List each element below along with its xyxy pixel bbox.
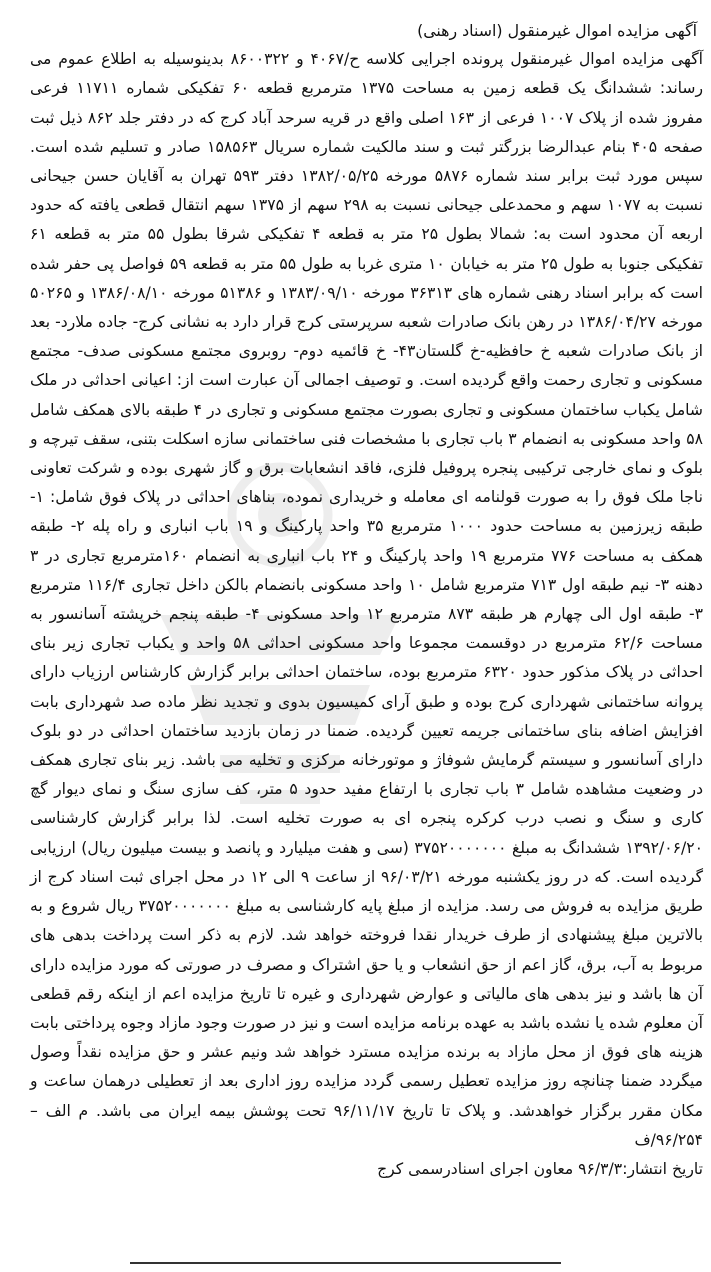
notice-title: آگهی مزایده اموال غیرمنقول (اسناد رهنی) xyxy=(417,21,697,40)
notice-body: آگهی مزایده اموال غیرمنقول پرونده اجرایی کلاسه ح/۴۰۶۷ و ۸۶۰۰۳۲۲ بدینوسیله به اطلاع عموم می رساند: ششدانگ یک قطعه زمین به مساحت ۱۳۷۵ مترمربع قطعه ۶۰ تفکیکی شماره ۱۱۷۱۱ فرعی مفروز شده از پلاک ۱۰۰۷ فرعی از ۱۶۳ اصلی واقع در قریه سرحد آباد کرج که در دفتر جلد ۸۶۲ ذیل ثبت صفحه ۴۰۵ بنام عبدالرضا بزرگتر ثبت و سند مالکیت شماره سریال ۱۵۸۵۶۳ صادر و تسلیم شده است. سپس مورد ثبت برابر سند شماره ۵۸۷۶ مورخه ۱۳۸۲/۰۵/۲۵ دفتر ۵۹۳ تهران به آقایان حسن جیحانی نسبت به ۱۰۷۷ سهم و محمدعلی جیحانی نسبت به ۲۹۸ سهم از ۱۳۷۵ سهم انتقال قطعی یافته که حدود اربعه آن محدود است به: شمالا بطول ۲۵ متر به قطعه ۴ تفکیکی شرقا بطول ۵۵ متر به قطعه ۶۱ تفکیکی جنوبا به طول ۲۵ متر به خیابان ۱۰ متری غربا به طول ۵۵ متر به قطعه ۵۹ فواصل پی حفر شده است که برابر اسناد رهنی شماره های ۳۶۳۱۳ مورخه ۱۳۸۳/۰۹/۱۰ و ۵۱۳۸۶ مورخه ۱۳۸۶/۰۸/۱۰ و ۵۰۲۶۵ مورخه ۱۳۸۶/۰۴/۲۷ در رهن بانک صادرات شعبه سرپرستی کرج قرار دارد به نشانی کرج- جاده ملارد- بعد از بانک صادرات شعبه خ حافظیه-خ گلستان۴۳- خ قائمیه دوم- روبروی مجتمع مسکونی صدف- مجتمع مسکونی و تجاری رحمت واقع گردیده است. و توصیف اجمالی آن عبارت است از: اعیانی احداثی در ملک شامل یکباب ساختمان مسکونی و تجاری بصورت مجتمع مسکونی و تجاری در ۴ طبقه بالای همکف شامل ۵۸ واحد مسکونی به انضمام ۳ باب تجاری با مشخصات فنی ساختمانی سازه اسکلت بتنی، سقف تیرچه و بلوک و نمای خارجی ترکیبی پنجره پروفیل فلزی، فاقد انشعابات برق و گاز شهری بوده و شرکت تعاونی ناجا ملک فوق را به صورت قولنامه ای معامله و خریداری نموده، بناهای احداثی در پلاک فوق شامل: ۱- طبقه زیرزمین به مساحت حدود ۱۰۰۰ مترمربع ۳۵ واحد پارکینگ و ۱۹ باب انباری و راه پله ۲- طبقه همکف به مساحت ۷۷۶ مترمربع ۱۹ واحد پارکینگ و ۲۴ باب انباری به انضمام ۱۶۰مترمربع تجاری در ۳ دهنه ۳- نیم طبقه اول ۷۱۳ مترمربع شامل ۱۰ واحد مسکونی بانضمام بالکن داخل تجاری ۱۱۶/۴ مترمربع ۳- طبقه اول الی چهارم هر طبقه ۸۷۳ مترمربع ۱۲ واحد مسکونی ۴- طبقه پنجم خرپشته آسانسور به مساحت ۶۲/۶ مترمربع در دوقسمت مجموعا واحد مسکونی احداثی ۵۸ واحد و یکباب تجاری زیر بنای احداثی در پلاک مذکور حدود ۶۳۲۰ مترمربع بوده، ساختمان احداثی برابر گزارش کارشناس ارزیاب دارای پروانه ساختمانی شهرداری کرج بوده و طبق آرای کمیسیون بدوی و تجدید نظر ماده صد شهرداری بابت افزایش اضافه بنای ساختمانی جریمه تعیین گردیده. ضمنا در زمان بازدید ساختمان احداثی در دو بلوک دارای آسانسور و سیستم گرمایش شوفاژ و موتورخانه مرکزی و تخلیه می باشد. زیر بنای تجاری همکف در وضعیت مشاهده شامل ۳ باب تجاری با ارتفاع مفید حدود ۵ متر، کف سازی سنگ و نمای دیوار گچ کاری و سنگ و نصب درب کرکره پنجره ای به صورت تخلیه است. لذا برابر گزارش کارشناسی ۱۳۹۲/۰۶/۲۰ ششدانگ به مبلغ ۳۷۵۲۰۰۰۰۰۰۰ (سی و هفت میلیارد و پانصد و بیست میلیون ریال) ارزیابی گردیده است. که در روز یکشنبه مورخه ۹۶/۰۳/۲۱ از ساعت ۹ الی ۱۲ در محل اجرای ثبت اسناد کرج از طریق مزایده به فروش می رسد. مزایده از مبلغ پایه کارشناسی به مبلغ ۳۷۵۲۰۰۰۰۰۰۰ ریال شروع و به بالاترین مبلغ پیشنهادی از طرف خریدار نقدا فروخته خواهد شد. لازم به ذکر است پرداخت بدهی های مربوط به آب، برق، گاز اعم از حق انشعاب و یا حق اشتراک و مصرف در صورتی که مورد مزایده دارای آن ها باشد و نیز بدهی های مالیاتی و عوارض شهرداری و غیره تا تاریخ مزایده اعم از اینکه رقم قطعی آن معلوم شده یا نشده باشد به عهده برنامه مزایده است و نیز در صورت وجود مازاد وجوه پرداختی بابت هزینه های فوق از محل مازاد به برنده مزایده مسترد خواهد شد ونیم عشر و حق مزایده نقداً وصول میگردد ضمنا چنانچه روز مزایده تعطیل رسمی گردد مزایده روز اداری بعد از تعطیلی درهمان ساعت و مکان مقرر برگزار خواهدشد. و پلاک تا تاریخ ۹۶/۱۱/۱۷ تحت پوشش بیمه ایران می باشد. م الف – ۹۶/۲۵۴/ف xyxy=(30,50,704,1149)
bottom-divider xyxy=(130,1262,561,1264)
auction-notice xyxy=(30,16,703,1184)
notice-footer: تاریخ انتشار:۹۶/۳/۳ معاون اجرای اسنادرسمی کرج xyxy=(377,1159,703,1178)
